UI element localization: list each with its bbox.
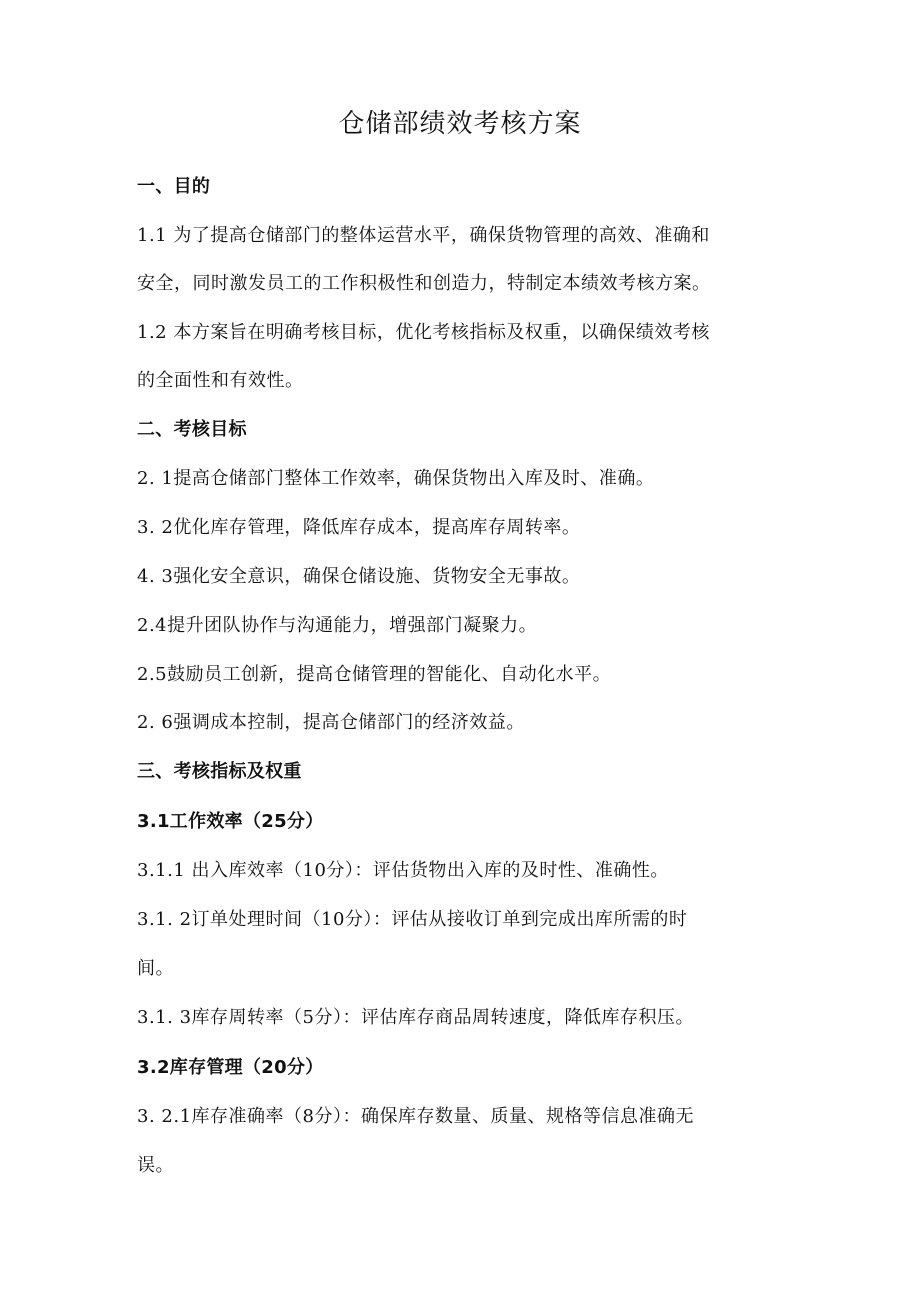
paragraph-line: 3. 2优化库存管理，降低库存成本，提高库存周转率。 [137,517,581,538]
paragraph-line: 安全，同时激发员工的工作积极性和创造力，特制定本绩效考核方案。 [137,273,711,294]
paragraph-line: 3.1.1 出入库效率（10分）：评估货物出入库的及时性、准确性。 [137,860,669,881]
paragraph-line: 间。 [137,958,174,979]
paragraph-line: 2.5鼓励员工创新，提高仓储管理的智能化、自动化水平。 [137,664,612,685]
subsection-heading-efficiency: 3.1工作效率（25分） [137,811,324,832]
section-heading-purpose: 一、目的 [137,176,211,197]
paragraph-line: 2. 1提高仓储部门整体工作效率，确保货物出入库及时、准确。 [137,468,655,489]
paragraph-line: 误。 [137,1155,174,1176]
section-heading-goals: 二、考核目标 [137,419,247,440]
paragraph-line: 2.4提升团队协作与沟通能力，增强部门凝聚力。 [137,615,538,636]
paragraph-line: 1.2 本方案旨在明确考核目标，优化考核指标及权重，以确保绩效考核 [137,322,710,343]
subsection-heading-inventory: 3.2库存管理（20分） [137,1057,324,1078]
document-title: 仓储部绩效考核方案 [338,109,582,139]
paragraph-line: 4. 3强化安全意识，确保仓储设施、货物安全无事故。 [137,566,581,587]
paragraph-line: 的全面性和有效性。 [137,370,304,391]
paragraph-line: 1.1 为了提高仓储部门的整体运营水平，确保货物管理的高效、准确和 [137,225,710,246]
paragraph-line: 3.1. 3库存周转率（5分）：评估库存商品周转速度，降低库存积压。 [137,1007,694,1028]
paragraph-line: 2. 6强调成本控制，提高仓储部门的经济效益。 [137,712,525,733]
paragraph-line: 3. 2.1库存准确率（8分）：确保库存数量、质量、规格等信息准确无 [137,1106,694,1127]
section-heading-indicators: 三、考核指标及权重 [137,761,302,782]
paragraph-line: 3.1. 2订单处理时间（10分）：评估从接收订单到完成出库所需的时 [137,909,688,930]
